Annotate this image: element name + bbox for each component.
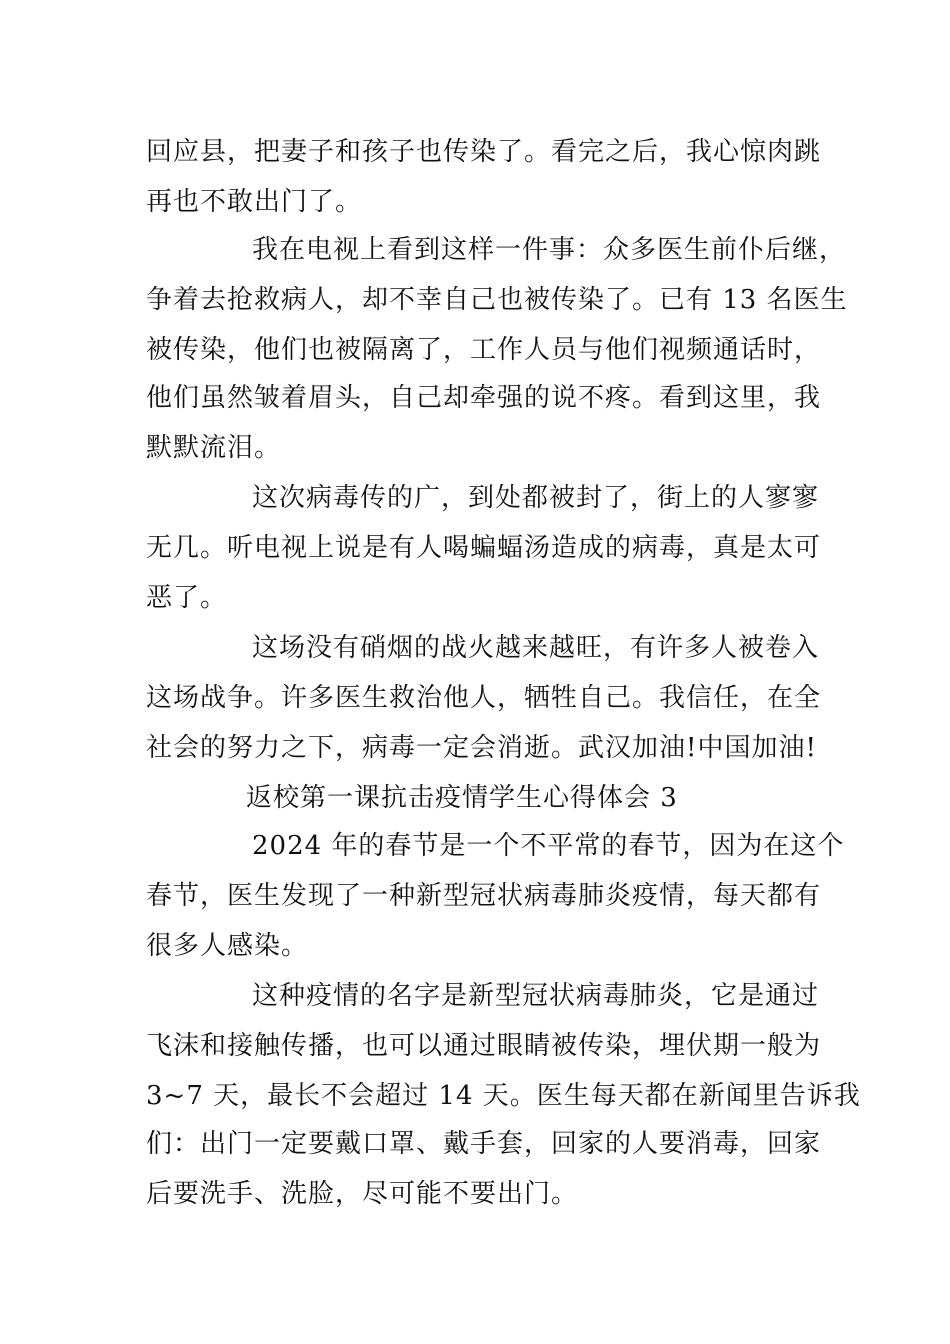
paragraph-line: 我在电视上看到这样一件事：众多医生前仆后继，: [252, 235, 847, 265]
paragraph-line: 很多人感染。: [146, 931, 309, 961]
paragraph-line: 后要洗手、洗脸，尽可能不要出门。: [146, 1179, 579, 1209]
paragraph-line: 这次病毒传的广，到处都被封了，街上的人寥寥: [252, 483, 820, 513]
paragraph-line: 社会的努力之下，病毒一定会消逝。武汉加油!中国加油!: [146, 733, 817, 763]
paragraph-line: 们：出门一定要戴口罩、戴手套，回家的人要消毒，回家: [146, 1129, 822, 1159]
paragraph-line: 春节，医生发现了一种新型冠状病毒肺炎疫情，每天都有: [146, 881, 822, 911]
paragraph-line: 这场战争。许多医生救治他人，牺牲自己。我信任，在全: [146, 683, 822, 713]
paragraph-line: 这种疫情的名字是新型冠状病毒肺炎，它是通过: [252, 981, 820, 1011]
section-heading: 返校第一课抗击疫情学生心得体会 3: [246, 783, 678, 813]
paragraph-line: 再也不敢出门了。: [146, 187, 363, 217]
paragraph-line: 3~7 天，最长不会超过 14 天。医生每天都在新闻里告诉我: [146, 1081, 861, 1111]
paragraph-line: 恶了。: [146, 583, 228, 613]
paragraph-line: 默默流泪。: [146, 433, 282, 463]
paragraph-line: 回应县，把妻子和孩子也传染了。看完之后，我心惊肉跳: [146, 137, 822, 167]
paragraph-line: 飞沫和接触传播，也可以通过眼睛被传染，埋伏期一般为: [146, 1031, 822, 1061]
paragraph-line: 他们虽然皱着眉头，自己却牵强的说不疼。看到这里，我: [146, 383, 822, 413]
paragraph-line: 争着去抢救病人，却不幸自己也被传染了。已有 13 名医生: [146, 285, 848, 315]
paragraph-line: 被传染，他们也被隔离了，工作人员与他们视频通话时，: [146, 335, 822, 365]
paragraph-line: 这场没有硝烟的战火越来越旺，有许多人被卷入: [252, 633, 820, 663]
paragraph-line: 2024 年的春节是一个不平常的春节，因为在这个: [252, 831, 845, 861]
paragraph-line: 无几。听电视上说是有人喝蝙蝠汤造成的病毒，真是太可: [146, 533, 822, 563]
